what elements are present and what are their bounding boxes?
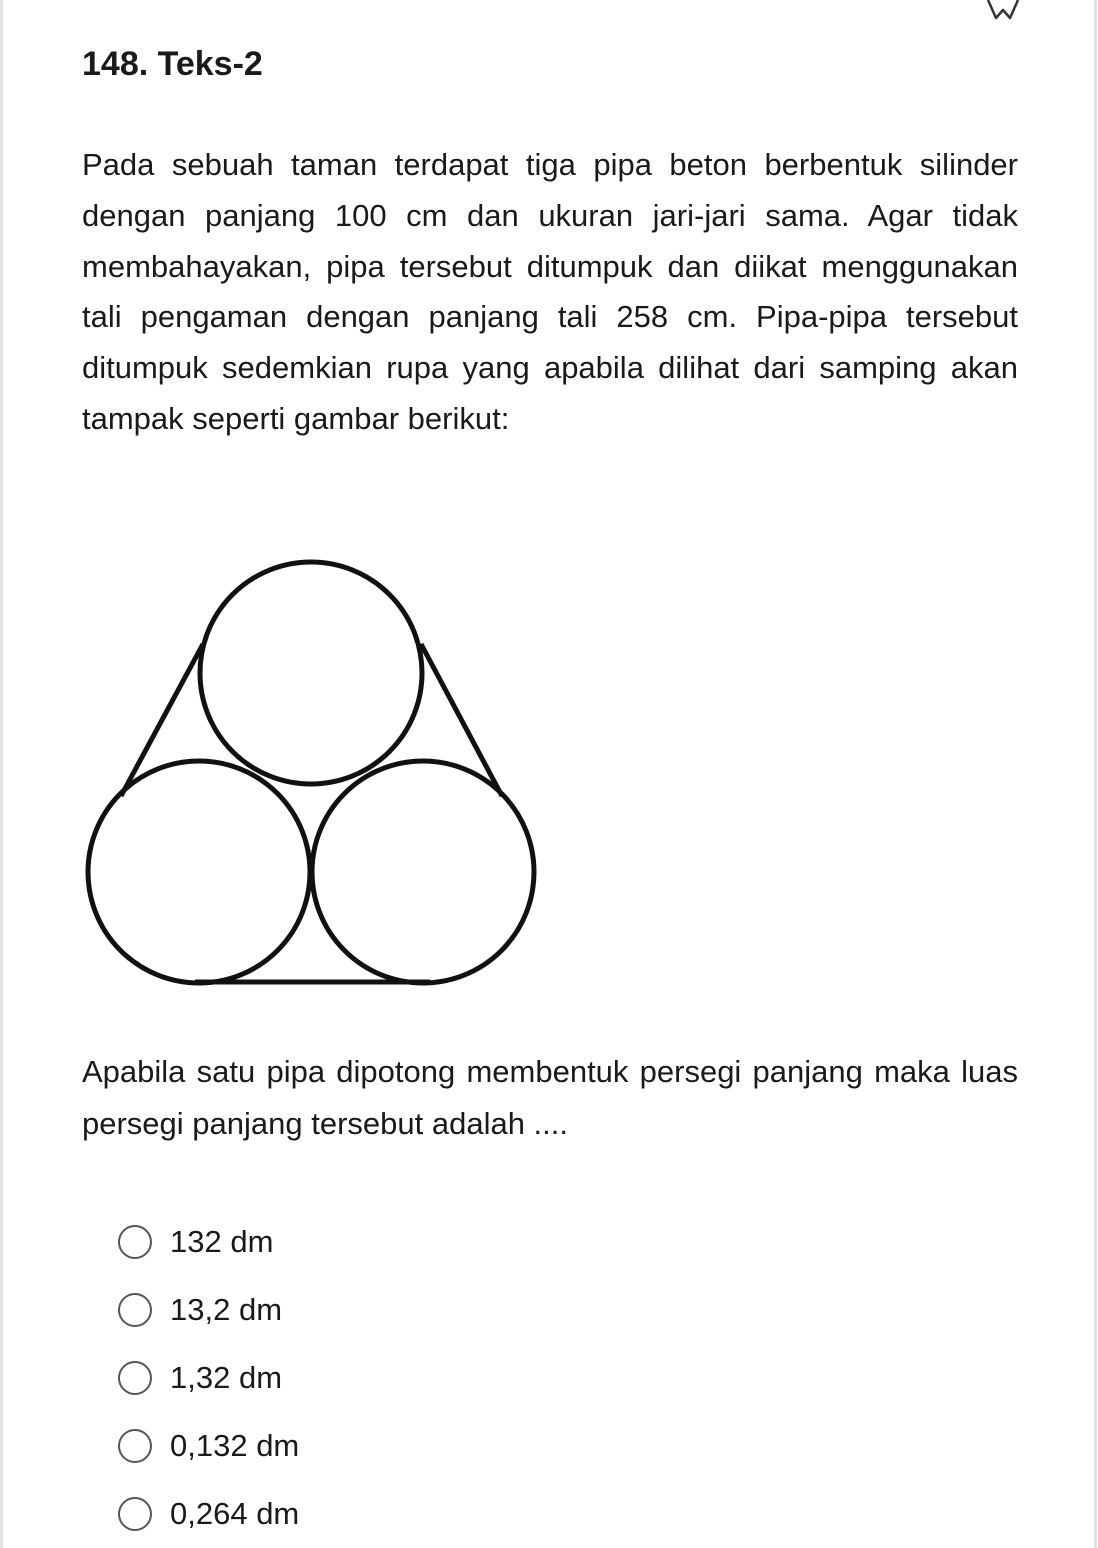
pipe-circle-top (200, 562, 422, 784)
answer-option[interactable] (118, 1344, 299, 1412)
pipe-circle-bottom-left (88, 761, 310, 983)
answer-option-label: 0,264 dm (170, 1496, 300, 1531)
question-prompt: Apabila satu pipa dipotong membentuk persegi panjang maka luas persegi panjang tersebut adalah .... (82, 1054, 1018, 1141)
question-body: Pada sebuah taman terdapat tiga pipa beton berbentuk silinder dengan panjang 100 cm dan ukuran jari-jari sama. Agar tidak membahayakan, pipa tersebut ditumpuk dan diikat menggunakan tali pengaman dengan panjang tali 258 cm. Pipa-pipa tersebut ditumpuk sedemkian rupa yang apabila dilihat dari samping akan tampak seperti gambar berikut: (82, 147, 1018, 436)
radio-button[interactable] (118, 1429, 152, 1463)
answer-option-label: 132 dm (170, 1224, 274, 1259)
answer-option-label: 0,132 dm (170, 1428, 300, 1463)
pipe-circle-bottom-right (312, 761, 534, 983)
question-title: 148. Teks-2 (82, 45, 263, 83)
radio-button[interactable] (118, 1497, 152, 1531)
answer-option[interactable] (118, 1412, 299, 1480)
answer-option[interactable] (118, 1208, 299, 1276)
chevron-down-icon (978, 0, 1028, 24)
right-edge-divider (1094, 0, 1097, 1548)
radio-button[interactable] (118, 1293, 152, 1327)
answer-option-label: 1,32 dm (170, 1360, 283, 1395)
radio-button[interactable] (118, 1361, 152, 1395)
stacked-pipes-figure (0, 540, 600, 1010)
rope-outline (121, 644, 502, 982)
radio-button[interactable] (118, 1225, 152, 1259)
answer-option[interactable] (118, 1480, 299, 1548)
answer-option-label: 13,2 dm (170, 1292, 283, 1327)
answer-options (118, 1208, 299, 1548)
answer-option[interactable] (118, 1276, 299, 1344)
